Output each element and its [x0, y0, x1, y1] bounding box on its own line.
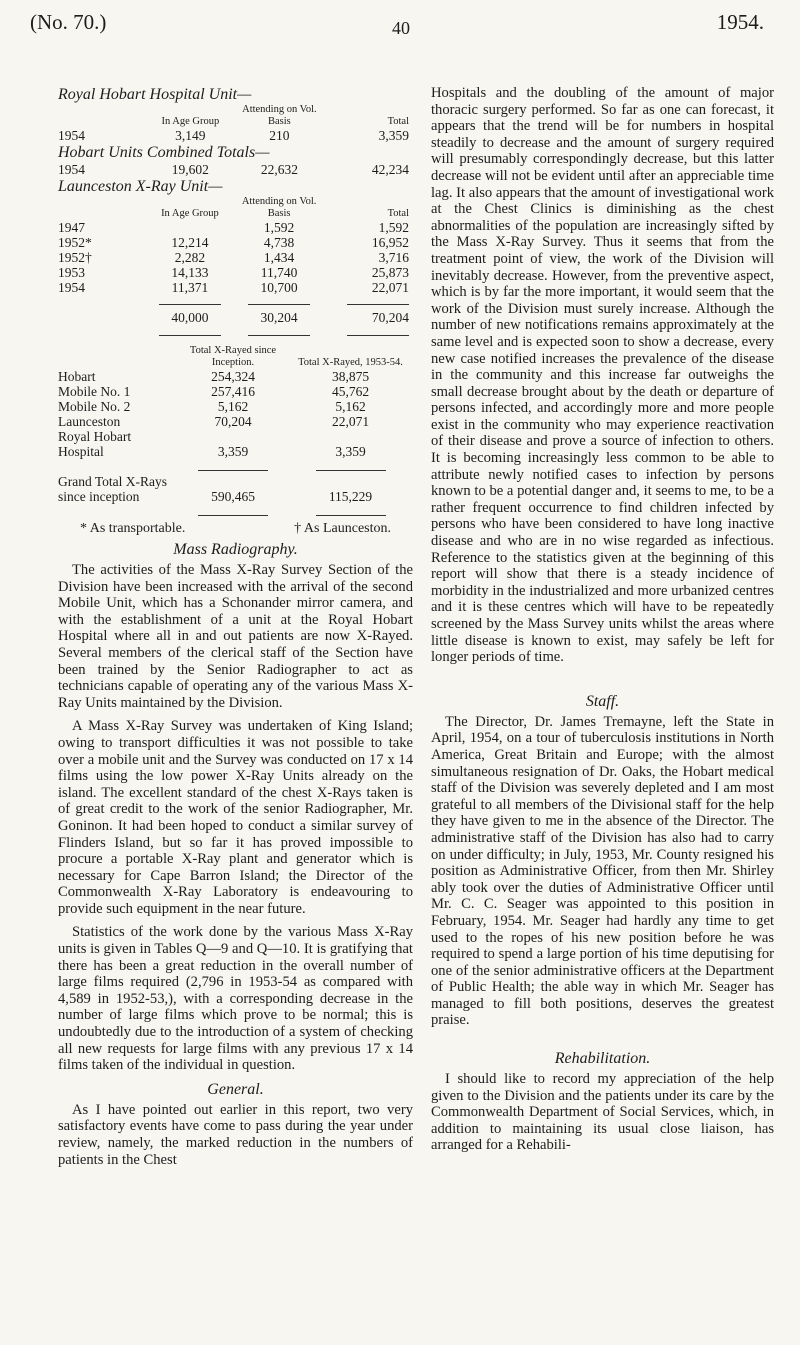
document-year: 1954.	[716, 10, 764, 34]
paragraph: As I have pointed out earlier in this report, two very satisfactory events have come to pass during the year under review, namely, the marked reduction in the numbers of patients in the Chest	[58, 1101, 413, 1168]
table-rule	[58, 295, 413, 310]
paragraph: Hospitals and the doubling of the amount of major thoracic surgery performed. So far as one can forecast, it appears that the trend will be for numbers in hospital steadily to decrease and the amount of surgery required will presumably correspondingly decrease, but this latter decrease will not be evident until after an appreciable time lag. It also appears that the amount of investigational work at the Chest Clinics is diminishing as the chest abnormalities of the population are increasingly sifted by the Mass X-Ray Survey. Thus it seems that from the treatment point of view, the work of the Division will inevitably decrease. However, from the preventive aspect, which is by far the more important, it would seem that the work of the Division must surely increase. Although the number of new notifications remains approximately at the same level and is expected soon to show a decrease, every new case notified increases the prevalence of the disease in the community and this increase far outweighs the small decrease brought about by the death or departure of persons infected, and accordingly more and more people exist in the community who may experience reactivation of their disease and prove a source of infection to others. It is becoming increasingly less common to be able to attribute newly notified cases to infection by persons known to be a potential danger and, it seems to me, to be a rather frequent occurrence to find children infected by persons who have been considered to have long inactive disease and who are in no wise regarded as infectious. Reference to the statistics given at the beginning of this report will show that there is a steady incidence of morbidity in the industrialized and more urbanized centres and it is these centres which will have to be repeatedly screened by the Mass Survey units whilst the areas where little disease is known to exist, may safely be left for longer periods of time.	[431, 85, 774, 666]
table-row	[58, 429, 413, 459]
row-label: 1952†	[58, 250, 92, 265]
table-row	[58, 235, 413, 250]
cell-value: 3,359	[335, 444, 366, 459]
heading-mass-radiography: Mass Radiography.	[173, 541, 298, 558]
paragraph: Statistics of the work done by the various Mass X-Ray units is given in Tables Q—9 and Q—10. It is gratifying that there has been a great reduction in the overall number of large films required (2,796 in 1953-54 as compared with 4,589 in 1952-53,), with a corresponding decrease in the number of large films which prove to be normal; this is undoubtedly due to the introduction of a system of checking all new requests for large films with any previous 17 x 14 films taken of the individual in question.	[58, 924, 413, 1074]
cell-value: 70,204	[214, 414, 252, 429]
cell-value: 254,324	[211, 369, 255, 384]
table-rule	[58, 504, 413, 519]
table-row	[58, 220, 413, 235]
cell-value: 4,738	[263, 235, 295, 250]
total-value: 30,204	[260, 310, 298, 325]
row-label: Mobile No. 2	[58, 399, 131, 414]
cell-value: 45,762	[331, 384, 370, 399]
hobart-combined-table	[58, 162, 413, 177]
section-title-royal-hobart: Royal Hobart Hospital Unit—	[58, 86, 252, 103]
total-value: 590,465	[211, 489, 255, 504]
cell-value: 3,359	[378, 128, 409, 143]
table-row	[58, 265, 413, 280]
cell-value: 38,875	[331, 369, 370, 384]
total-value: 115,229	[328, 489, 373, 504]
cell-value: 25,873	[371, 265, 409, 280]
footnote-star: * As transportable.	[80, 521, 186, 536]
royal-hobart-table	[58, 104, 413, 143]
cell-value: 1,434	[263, 250, 295, 265]
cell-value: 210	[269, 128, 290, 143]
grand-total-row	[58, 474, 413, 504]
cell-value: 5,162	[217, 399, 249, 414]
column-header: Total X-Rayed, 1953-54.	[298, 357, 403, 368]
column-header: Total X-Rayed since Inception.	[189, 345, 277, 368]
row-label: Royal Hobart Hospital	[58, 429, 132, 459]
total-value: 40,000	[171, 310, 209, 325]
left-column	[58, 85, 413, 1175]
column-header: Total	[387, 208, 409, 219]
paragraph: The activities of the Mass X-Ray Survey Section of the Division have been increased with the arrival of the second Mobile Unit, which has a Schonander mirror camera, and with the establishment of a unit at the Royal Hobart Hospital where all in and out patients are now X-Rayed. Several members of the clerical staff of the Section have been trained by the Senior Radiographer to act as technicians capable of operating any of the various Mass X-Ray Units maintained by the Division.	[58, 562, 413, 711]
cell-value: 16,952	[371, 235, 409, 250]
cell-value: 257,416	[211, 384, 255, 399]
cell-value: 14,133	[171, 265, 209, 280]
paragraph: A Mass X-Ray Survey was undertaken of King Island; owing to transport difficulties it was not possible to take over a mobile unit and the Survey was conducted on 17 x 14 films using the low power X-Ray Units already on the island. The excellent standard of the chest X-Rays taken is of great credit to the work of the senior Radiographer, Mr. Goninon. It had been hoped to conduct a similar survey of Flinders Island, but so far it has proved impossible to procure a portable X-Ray plant and generator which is necessary for Cape Barron Island; the Director of the Commonwealth X-Ray Laboratory is endeavouring to provide such equipment in the near future.	[58, 718, 413, 917]
row-label: Hobart	[58, 369, 96, 384]
cell-value: 12,214	[171, 235, 209, 250]
cell-value: 22,071	[371, 280, 409, 295]
table-row	[58, 384, 413, 399]
table-row	[58, 280, 413, 295]
column-header: In Age Group	[161, 116, 220, 127]
cell-value: 3,149	[175, 128, 206, 143]
footnote-dagger: † As Launceston.	[294, 521, 391, 536]
row-label: 1953	[58, 265, 85, 280]
total-value: 70,204	[371, 310, 409, 325]
section-title-hobart-combined: Hobart Units Combined Totals—	[58, 144, 270, 161]
table-rule	[58, 459, 413, 474]
page-number: 40	[392, 18, 410, 38]
table-rule	[58, 326, 413, 341]
table-row	[58, 414, 413, 429]
cell-value: 3,716	[378, 250, 409, 265]
section-title-launceston: Launceston X-Ray Unit—	[58, 178, 223, 195]
row-label: 1952*	[58, 235, 92, 250]
cell-value: 22,071	[331, 414, 370, 429]
totals-row	[58, 310, 413, 326]
row-label: 1954	[58, 280, 85, 295]
document-number: (No. 70.)	[30, 10, 107, 34]
column-header: Attending on Vol. Basis	[242, 104, 317, 127]
table-row	[58, 162, 413, 177]
cell-value: 22,632	[260, 162, 298, 177]
paragraph: The Director, Dr. James Tremayne, left the State in April, 1954, on a tour of tuberculosis institutions in North America, Great Britain and Europe; with the almost simultaneous resignation of Dr. Oaks, the Hobart medical staff of the Division was severely depleted and I am most grateful to all members of the Divisional staff for the help they have given to me in the absence of the Director. The administrative staff of the Division has also had to carry on under difficulty; in July, 1953, Mr. County resigned his position as Administrative Officer, from then Mr. Shirley ably took over the duties of Administrative Officer until Mr. C. C. Seager was appointed to this position in February, 1954. Mr. Seager had hardly any time to get used to the ropes of his new position before he was required to spend a large portion of his time deputising for one of the senior administrative officers at the Department of Public Health; the able way in which Mr. Seager has managed to fill both positions, deserves the greatest praise.	[431, 713, 774, 1029]
cell-value: 11,371	[171, 280, 209, 295]
heading-rehabilitation: Rehabilitation.	[554, 1050, 651, 1068]
row-label: 1954	[58, 162, 85, 177]
row-label: Mobile No. 1	[58, 384, 131, 399]
table-row	[58, 250, 413, 265]
cell-value: 2,282	[174, 250, 206, 265]
summary-table	[58, 345, 413, 519]
cell-value: 10,700	[260, 280, 298, 295]
footnotes	[58, 521, 413, 537]
cell-value: 11,740	[260, 265, 298, 280]
cell-value: 42,234	[371, 162, 409, 177]
row-label: Launceston	[58, 414, 121, 429]
cell-value	[148, 220, 231, 235]
column-header: Total	[387, 116, 409, 127]
cell-value: 5,162	[335, 399, 366, 414]
table-row	[58, 369, 413, 384]
row-label: 1954	[58, 128, 85, 143]
row-label: 1947	[58, 220, 85, 235]
table-row	[58, 128, 413, 143]
heading-general: General.	[207, 1080, 264, 1098]
cell-value: 19,602	[171, 162, 209, 177]
row-label: Grand Total X-Rays since inception	[58, 474, 168, 504]
paragraph: I should like to record my appreciation of the help given to the Division and the patients under its care by the Commonwealth Department of Social Services, which, in addition to maintaining its usual close liaison, has arranged for a Rehabili-	[431, 1071, 774, 1154]
heading-staff: Staff.	[585, 692, 620, 710]
cell-value: 1,592	[263, 220, 295, 235]
cell-value: 1,592	[378, 220, 409, 235]
column-header: Attending on Vol. Basis	[241, 196, 317, 219]
cell-value: 3,359	[217, 444, 249, 459]
right-column	[431, 85, 774, 1161]
launceston-table	[58, 196, 413, 341]
column-header: In Age Group	[161, 208, 219, 219]
table-row	[58, 399, 413, 414]
